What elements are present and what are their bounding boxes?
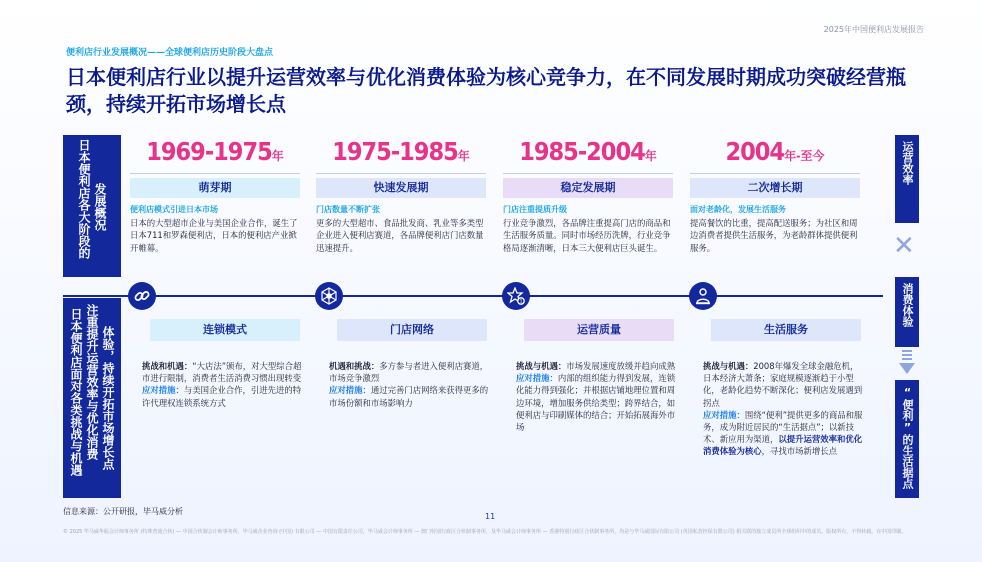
lower-tag-2: 门店网络 <box>337 319 487 341</box>
measure-text-end: ，寻找市场新增长点 <box>761 446 837 457</box>
period-subtitle: 门店注重提质升级 <box>503 205 567 214</box>
period-description: 日本的大型超市企业与美国企业合作，诞生了日本711和罗森便利店，日本的便利店产业掀开帷幕。 <box>130 218 298 253</box>
phase-label: 二次增长期 <box>690 178 860 198</box>
challenge-text: 多方参与者进入便利店赛道，市场竞争激烈 <box>329 361 489 384</box>
person-service-icon <box>689 282 717 310</box>
divider <box>130 173 300 174</box>
period-column-2 <box>316 137 486 254</box>
measure-label: 应对措施： <box>142 385 184 396</box>
challenge-label: 挑战和机遇： <box>142 361 193 371</box>
challenge-text: 市场发展速度放缓并趋向成熟 <box>566 361 676 371</box>
period-year: 1969-1975年 <box>146 137 284 166</box>
challenge-block-2 <box>329 360 491 409</box>
measure-text: 与美国企业合作，引进先进的特许代理权连锁系统方式 <box>142 385 302 408</box>
period-description: 提高餐饮的比重，提高配送服务；为社区和周边消费者提供生活服务，为老龄群体提供便利服务。 <box>690 218 858 253</box>
measure-text: 内部的组织能力得到发展，连锁化能力得到强化；并根据店铺地理位置和周边环境，增加服务供给类型；跨界结合，如便利店与印刷媒体的结合；开始拓展海外市场 <box>516 373 676 433</box>
link-icon <box>128 282 156 310</box>
phase-label: 萌芽期 <box>130 178 300 198</box>
page-number: 11 <box>485 512 496 521</box>
measure-label: 应对措施： <box>703 409 745 420</box>
period-subtitle: 面对老龄化，发展生活服务 <box>690 205 786 214</box>
lower-tag-1: 连锁模式 <box>150 319 300 341</box>
period-year: 2004年-至今 <box>725 137 825 166</box>
report-title: 2025年中国便利店发展报告 <box>823 25 924 34</box>
period-column-4 <box>690 137 860 254</box>
period-description: 更多的大型超市、食品批发商、乳业等多类型企业进入便利店赛道，各品牌便利店门店数量迅速提升。 <box>316 218 484 253</box>
star-badge-icon <box>502 282 530 310</box>
divider <box>690 173 860 174</box>
period-description: 行业竞争激烈，各品牌注重提高门店的商品和生活服务质量。同时市场经历洗牌，行业竞争格局逐渐清晰，日本三大便利店巨头诞生。 <box>503 218 671 253</box>
divider <box>316 173 486 174</box>
right-box-efficiency <box>895 135 919 223</box>
left-bot-col1: 日本便利店面对各类挑战与机遇 <box>69 308 83 476</box>
left-stage-overview-box <box>63 135 121 277</box>
challenge-label: 挑战与机遇： <box>703 361 754 371</box>
period-year: 1985-2004年 <box>519 137 657 166</box>
measure-text: 围绕“便利”提供更多的商品和服务，成为附近居民的“生活据点”；以新技术、新应用为渠道， <box>703 409 863 445</box>
right-box-experience-label: 消费体验 <box>901 283 914 327</box>
phase-label: 稳定发展期 <box>503 178 673 198</box>
phase-label: 快速发展期 <box>316 178 486 198</box>
period-column-3 <box>503 137 673 254</box>
left-challenge-box <box>63 298 121 498</box>
measure-label: 应对措施： <box>329 385 371 396</box>
timeline-line <box>63 295 883 297</box>
measure-text: 通过完善门店网络来获得更多的市场份额和市场影响力 <box>329 385 489 408</box>
challenge-label: 挑战与机遇： <box>516 361 567 371</box>
network-icon <box>315 282 343 310</box>
measure-highlight: 以提升运营效率和优化消费体验为核心 <box>703 434 863 457</box>
left-bot-col3: 体验，持续开拓市场增长点 <box>101 326 115 470</box>
svg-text:1: 1 <box>519 299 523 305</box>
challenge-block-1 <box>142 360 304 409</box>
challenge-label: 机遇和挑战： <box>329 361 380 371</box>
copyright-notice: © 2025 毕马威华振会计师事务所 (特殊普通合伙) — 中国合伙制会计师事务所，毕马威企业咨询 (中国) 有限公司 — 中国有限责任公司，毕马威会计师事务所 — 澳门特别行政区合伙制事务所，及毕马威会计师事务所 — 香港特别行政区合伙制事务所，均是与毕马威国际有限公司 (英国私营担保有限公司) 相关联的独立成员所全球组织中的成员。版权所有，不得转载。在中国印刷。 <box>63 529 907 535</box>
period-column-1 <box>130 137 300 254</box>
source-note: 信息来源：公开研报，毕马威分析 <box>63 507 183 516</box>
left-top-col1: 日本便利店各大阶段的 <box>77 139 91 259</box>
right-box-experience <box>895 277 919 347</box>
period-year: 1975-1985年 <box>332 137 470 166</box>
period-subtitle: 便利店模式引进日本市场 <box>130 205 218 214</box>
divider <box>503 173 673 174</box>
section-label: 便利店行业发展概况——全球便利店历史阶段大盘点 <box>66 48 274 58</box>
cross-icon: ✕ <box>893 231 915 261</box>
left-top-col2: 发展概况 <box>93 183 107 231</box>
challenge-block-3 <box>516 360 678 433</box>
right-box-efficiency-label: 运营效率 <box>901 141 914 185</box>
period-subtitle: 门店数量不断扩张 <box>316 205 380 214</box>
challenge-text: 2008年爆发全球金融危机，日本经济大萧条；家庭规模逐渐趋于小型化，老龄化趋势不断深化；便利店发展遇到拐点 <box>703 361 863 408</box>
down-arrow-icon <box>899 350 915 376</box>
right-box-life-hub <box>895 380 919 498</box>
measure-label: 应对措施： <box>516 373 558 384</box>
challenge-text: “大店法”颁布，对大型综合超市进行限制，消费者生活消费习惯出现转变 <box>142 361 302 384</box>
lower-tag-4: 生活服务 <box>711 319 861 341</box>
lower-tag-3: 运营质量 <box>524 319 674 341</box>
challenge-block-4 <box>703 360 865 458</box>
page-headline: 日本便利店行业以提升运营效率与优化消费体验为核心竞争力，在不同发展时期成功突破经营瓶颈，持续开拓市场增长点 <box>66 65 906 116</box>
right-box-life-hub-label: “便利”的生活据点 <box>901 386 914 489</box>
left-bot-col2: 注重提升运营效率与优化消费 <box>85 304 99 460</box>
